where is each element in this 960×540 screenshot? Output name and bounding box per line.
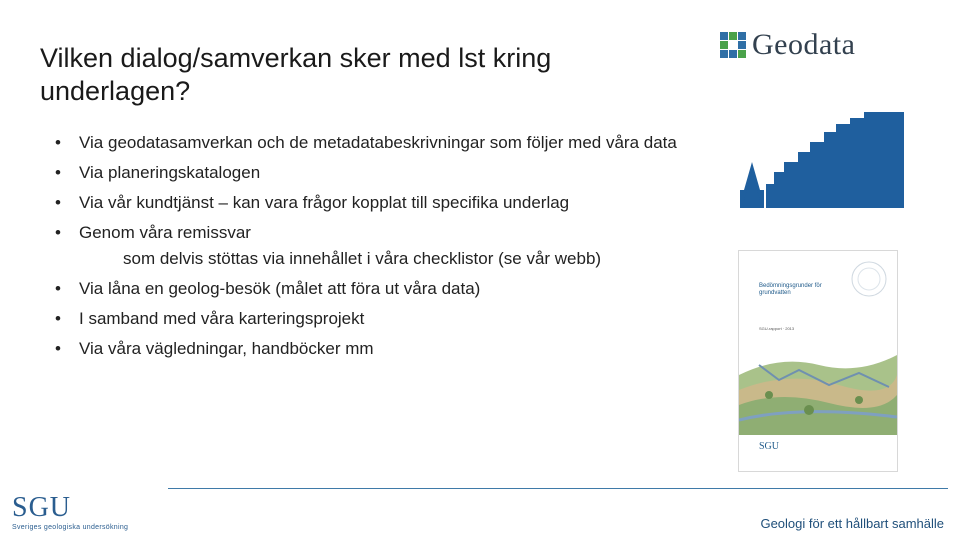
sub-bullet-text: som delvis stöttas via innehållet i våra checklistor (se vår webb) bbox=[123, 249, 602, 268]
geodata-logo bbox=[720, 28, 855, 62]
bullet-item: • Via geodatasamverkan och de metadatabeskrivningar som följer med våra data bbox=[55, 133, 677, 152]
bullet-dot-icon: • bbox=[55, 339, 61, 358]
skyline-illustration-icon bbox=[740, 112, 904, 208]
bullet-list bbox=[55, 132, 705, 368]
footer-divider bbox=[168, 488, 948, 489]
bullet-item: • Via planeringskatalogen bbox=[55, 163, 261, 182]
bullet-dot-icon: • bbox=[55, 309, 61, 328]
geodata-logo-text: Geodata bbox=[752, 28, 856, 61]
bullet-dot-icon: • bbox=[55, 163, 61, 182]
footer-tagline: Geologi för ett hållbart samhälle bbox=[760, 516, 944, 531]
sgu-logo-text: SGU bbox=[12, 492, 72, 523]
slide-title: Vilken dialog/samverkan sker med lst kring underlagen? bbox=[40, 43, 552, 106]
geodata-mark-icon bbox=[720, 32, 746, 58]
cover-stamp-icon bbox=[849, 259, 889, 299]
bullet-dot-icon: • bbox=[55, 193, 61, 212]
bullet-item: • I samband med våra karteringsprojekt bbox=[55, 309, 365, 328]
bullet-dot-icon: • bbox=[55, 223, 61, 242]
cover-publisher: SGU bbox=[759, 441, 780, 452]
bullet-item: • Via vår kundtjänst – kan vara frågor kopplat till specifika underlag bbox=[55, 193, 570, 212]
sgu-logo-subtext: Sveriges geologiska undersökning bbox=[12, 524, 129, 531]
sgu-logo bbox=[12, 493, 128, 531]
report-cover-image bbox=[738, 250, 898, 472]
cover-title: Bedömningsgrunder för grundvatten bbox=[759, 283, 822, 296]
bullet-dot-icon: • bbox=[55, 133, 61, 152]
bullet-item: • Genom våra remissvar bbox=[55, 223, 251, 242]
bullet-item: • Via låna en geolog-besök (målet att föra ut våra data) bbox=[55, 279, 481, 298]
cover-date: SGU-rapport · 2013 bbox=[759, 326, 795, 331]
landscape-illustration-icon bbox=[739, 335, 897, 435]
bullet-item: • Via våra vägledningar, handböcker mm bbox=[55, 339, 374, 358]
bullet-dot-icon: • bbox=[55, 279, 61, 298]
